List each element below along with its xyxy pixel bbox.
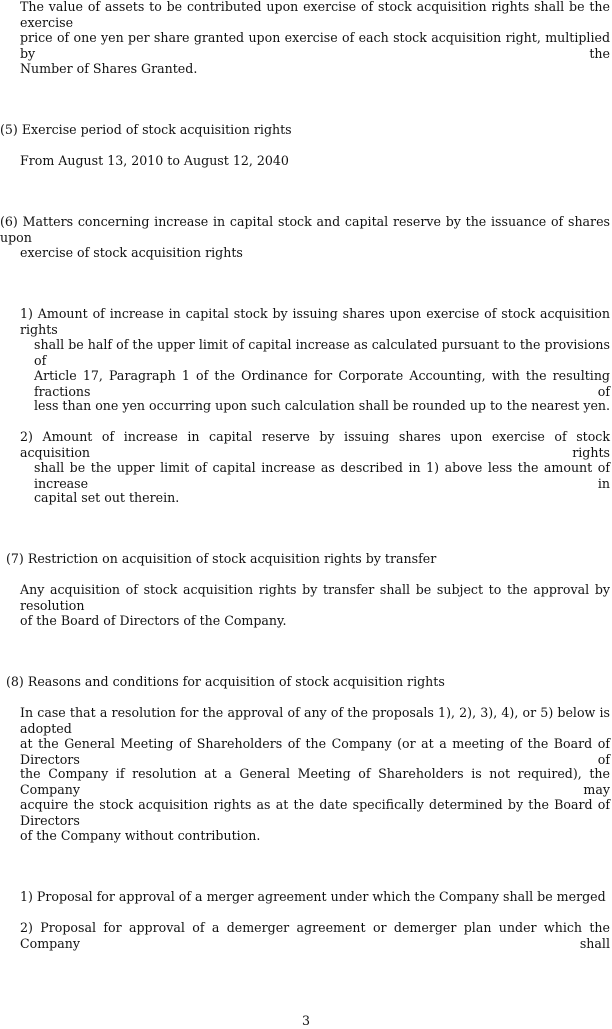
section-7-body-line-1: Any acquisition of stock acquisition rights by transfer shall be subject to the approval by resolution — [20, 582, 610, 613]
section-8-body-line-5: of the Company without contribution. — [20, 828, 261, 843]
section-8-body-line-2: at the General Meeting of Shareholders of the Company (or at a meeting of the Board of Directors of — [20, 736, 610, 767]
section-8-heading: (8) Reasons and conditions for acquisition of stock acquisition rights — [6, 674, 445, 689]
section-8-body-line-3: the Company if resolution at a General Meeting of Shareholders is not required), the Company may — [20, 766, 610, 797]
section-6-item-2-line-1: 2) Amount of increase in capital reserve by issuing shares upon exercise of stock acquisition rights — [20, 429, 610, 460]
section-7-heading: (7) Restriction on acquisition of stock acquisition rights by transfer — [6, 551, 437, 566]
section-8-body-line-4: acquire the stock acquisition rights as at the date specifically determined by the Board of Directors — [20, 797, 610, 828]
section-6-heading-line-2: exercise of stock acquisition rights — [20, 245, 243, 260]
section-6-item-1-line-1: 1) Amount of increase in capital stock by issuing shares upon exercise of stock acquisition rights — [20, 306, 610, 337]
page-number: 3 — [301, 1013, 310, 1028]
section-5-heading: (5) Exercise period of stock acquisition rights — [0, 122, 292, 137]
section-6-heading-line-1: (6) Matters concerning increase in capital stock and capital reserve by the issuance of shares upon — [0, 214, 610, 245]
intro-line-1: The value of assets to be contributed upon exercise of stock acquisition rights shall be the exercise — [20, 0, 610, 30]
intro-line-2: price of one yen per share granted upon exercise of each stock acquisition right, multiplied by the — [20, 30, 610, 61]
section-8-proposal-2: 2) Proposal for approval of a demerger agreement or demerger plan under which the Company shall — [20, 920, 610, 951]
section-5-body: From August 13, 2010 to August 12, 2040 — [20, 153, 289, 168]
section-6-item-2-line-2: shall be the upper limit of capital increase as described in 1) above less the amount of increase in — [34, 460, 610, 491]
section-8-body-line-1: In case that a resolution for the approval of any of the proposals 1), 2), 3), 4), or 5) below is adopted — [20, 705, 610, 736]
section-6-item-2-line-3: capital set out therein. — [34, 490, 180, 505]
section-6-item-1-line-2: shall be half of the upper limit of capital increase as calculated pursuant to the provisions of — [34, 337, 610, 368]
section-7-body-line-2: of the Board of Directors of the Company. — [20, 613, 287, 628]
section-6-item-1-line-3: Article 17, Paragraph 1 of the Ordinance for Corporate Accounting, with the resulting fractions of — [34, 368, 610, 399]
section-8-proposal-1: 1) Proposal for approval of a merger agreement under which the Company shall be merged — [20, 889, 606, 904]
intro-line-3: Number of Shares Granted. — [20, 61, 198, 76]
section-6-item-1-line-4: less than one yen occurring upon such calculation shall be rounded up to the nearest yen. — [34, 398, 611, 413]
